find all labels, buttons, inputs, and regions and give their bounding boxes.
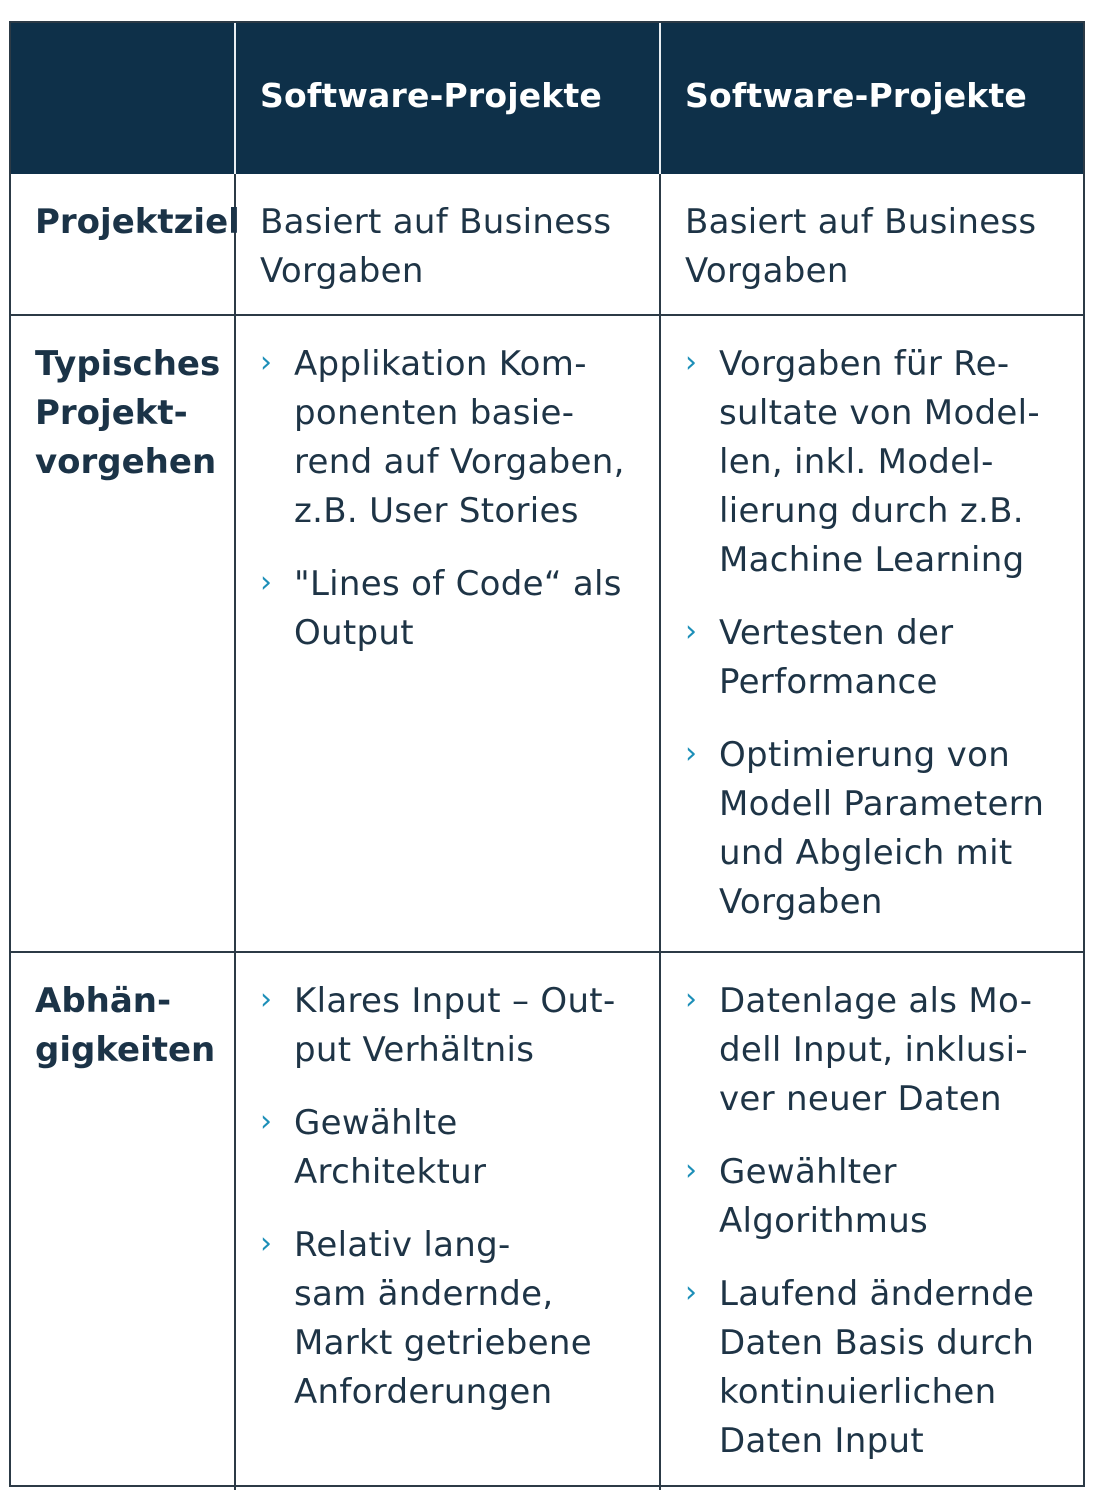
chevron-right-icon: › (685, 736, 698, 771)
text-line: rend auf Vorgaben, (294, 442, 625, 482)
text-line: Algorithmus (719, 1201, 929, 1241)
cell-projektziel-col2 (660, 174, 1083, 315)
list-item (685, 731, 1071, 927)
chevron-right-icon: › (260, 345, 273, 380)
text-line: Markt getriebene (294, 1323, 592, 1363)
text-line: dell Input, inklusi- (719, 1030, 1028, 1070)
text-line: z.B. User Stories (294, 491, 579, 531)
chevron-right-icon: › (260, 565, 273, 600)
text-line: Gewählte (294, 1103, 458, 1143)
text-line: gigkeiten (35, 1030, 216, 1070)
text-line: Architektur (294, 1152, 487, 1192)
row-label-projektvorgehen (11, 315, 235, 952)
chevron-right-icon: › (685, 1275, 698, 1310)
header-column-2: Software-Projekte (660, 23, 1083, 174)
text-line: vorgehen (35, 442, 217, 482)
text-line: Laufend ändernde (719, 1274, 1035, 1314)
cell-projektvorgehen-col1 (235, 315, 660, 952)
header-column-1: Software-Projekte (235, 23, 660, 174)
table-row-projektvorgehen (11, 315, 1083, 952)
text-line: Gewählter (719, 1152, 897, 1192)
text-line: Machine Learning (719, 540, 1025, 580)
text-line: kontinuierlichen (719, 1372, 997, 1412)
bullet-list (236, 316, 659, 658)
list-item (260, 977, 647, 1075)
text-line: ver neuer Daten (719, 1079, 1002, 1119)
text-line: und Abgleich mit (719, 833, 1013, 873)
text-line: Vorgaben für Re- (719, 344, 1010, 384)
text-line: Vorgaben (685, 251, 849, 291)
chevron-right-icon: › (260, 1104, 273, 1139)
text-line: Modell Parametern (719, 784, 1045, 824)
bullet-list (236, 953, 659, 1417)
text-line: ponenten basie- (294, 393, 575, 433)
text-line: Anforderungen (294, 1372, 553, 1412)
list-item (260, 340, 647, 536)
text-line: Vorgaben (719, 882, 883, 922)
text-line: Output (294, 613, 414, 653)
text-line: Projekt- (35, 393, 188, 433)
bullet-list (661, 316, 1083, 927)
chevron-right-icon: › (685, 1153, 698, 1188)
header-empty-cell (11, 23, 235, 174)
list-item (260, 1221, 647, 1417)
row-label-projektziel: Projektziel (35, 202, 240, 242)
cell-projektvorgehen-col2 (660, 315, 1083, 952)
list-item (685, 609, 1071, 707)
list-item (685, 1270, 1071, 1466)
row-label-abhaengigkeiten (11, 952, 235, 1490)
text-line: "Lines of Code“ als (294, 564, 622, 604)
cell-abhaengigkeiten-col2 (660, 952, 1083, 1490)
table-row-abhaengigkeiten (11, 952, 1083, 1490)
text-line: lierung durch z.B. (719, 491, 1024, 531)
text-line: Abhän- (35, 981, 172, 1021)
text-line: Basiert auf Business (685, 202, 1037, 242)
text-line: Relativ lang- (294, 1225, 511, 1265)
comparison-table-container (9, 21, 1085, 1487)
text-line: Typisches (35, 344, 221, 384)
text-line: put Verhältnis (294, 1030, 535, 1070)
text-line: Klares Input – Out- (294, 981, 616, 1021)
text-line: Performance (719, 662, 938, 702)
bullet-list (661, 953, 1083, 1466)
text-line: Daten Input (719, 1421, 924, 1461)
text-line: Vertesten der (719, 613, 954, 653)
chevron-right-icon: › (260, 1226, 273, 1261)
list-item (260, 560, 647, 658)
text-line: len, inkl. Model- (719, 442, 994, 482)
cell-abhaengigkeiten-col1 (235, 952, 660, 1490)
text-line: sultate von Model- (719, 393, 1040, 433)
text-line: sam ändernde, (294, 1274, 554, 1314)
chevron-right-icon: › (685, 982, 698, 1017)
chevron-right-icon: › (685, 345, 698, 380)
table-header-row (11, 23, 1083, 174)
text-line: Datenlage als Mo- (719, 981, 1033, 1021)
chevron-right-icon: › (260, 982, 273, 1017)
text-line: Basiert auf Business (260, 202, 612, 242)
text-line: Applikation Kom- (294, 344, 587, 384)
text-line: Daten Basis durch (719, 1323, 1035, 1363)
cell-projektziel-col1 (235, 174, 660, 315)
list-item (685, 340, 1071, 585)
list-item (685, 977, 1071, 1124)
list-item (685, 1148, 1071, 1246)
list-item (260, 1099, 647, 1197)
text-line: Optimierung von (719, 735, 1011, 775)
comparison-table (11, 23, 1083, 1490)
table-row-projektziel (11, 174, 1083, 315)
text-line: Vorgaben (260, 251, 424, 291)
chevron-right-icon: › (685, 614, 698, 649)
